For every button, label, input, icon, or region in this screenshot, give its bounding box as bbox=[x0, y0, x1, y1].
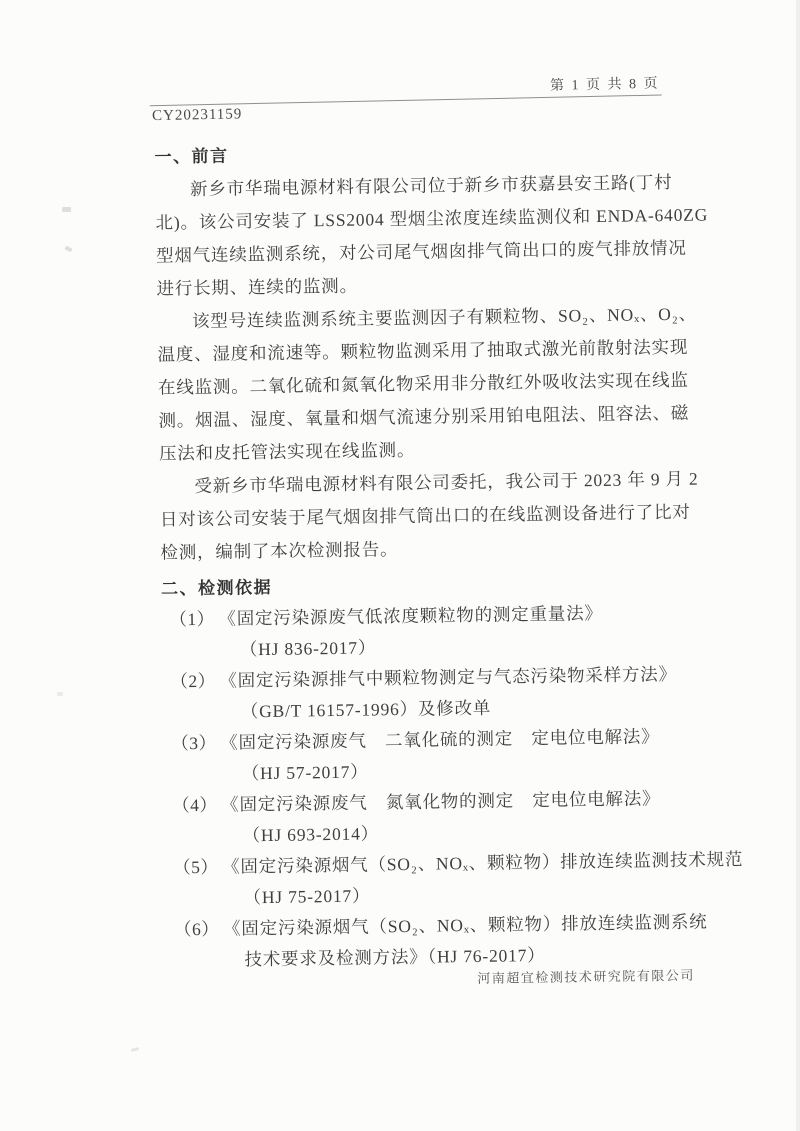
reference-number: （5） bbox=[172, 856, 219, 878]
paragraph-line: 型烟气连续监测系统，对公司尾气烟囱排气筒出口的废气排放情况 bbox=[155, 237, 687, 266]
reference-item bbox=[165, 845, 744, 914]
reference-number: （1） bbox=[169, 608, 215, 630]
paragraph bbox=[155, 166, 709, 305]
section-title-basis: 二、检测依据 bbox=[160, 577, 273, 599]
reference-code: （HJ 57-2017） bbox=[241, 761, 369, 784]
reference-item bbox=[163, 721, 664, 790]
paragraph-line: 新乡市华瑞电源材料有限公司位于新乡市获嘉县安王路(丁村 bbox=[189, 171, 673, 200]
reference-code: （HJ 836-2017） bbox=[239, 637, 377, 660]
reference-title: 《固定污染源烟气（SO₂、NOₓ、颗粒物）排放连续监测技术规范 bbox=[221, 848, 744, 877]
paragraph-line: 受新乡市华瑞电源材料有限公司委托，我公司于 2023 年 9 月 2 bbox=[194, 468, 699, 497]
paragraph-line: 日对该公司安装于尾气烟囱排气筒出口的在线监测设备进行了比对 bbox=[159, 501, 691, 530]
reference-item bbox=[164, 783, 665, 852]
report-number: CY20231159 bbox=[151, 106, 243, 125]
lab-company-name: 河南超宜检测技术研究院有限公司 bbox=[477, 967, 695, 986]
page-header bbox=[149, 71, 662, 126]
paragraph-line: 在线监测。二氧化硫和氮氧化物采用非分散红外吸收法实现在线监 bbox=[157, 369, 689, 398]
reference-number: （6） bbox=[173, 918, 220, 940]
paragraph-line: 北)。该公司安装了 LSS2004 型烟尘浓度连续监测仪和 ENDA-640ZG bbox=[155, 204, 709, 233]
paragraph-line: 测。烟温、湿度、氧量和烟气流速分别采用铂电阻法、阻容法、磁 bbox=[158, 402, 690, 431]
paragraph-line: 压法和皮托管法实现在线监测。 bbox=[158, 439, 416, 464]
reference-item bbox=[162, 659, 677, 728]
reference-number: （4） bbox=[172, 794, 218, 816]
reference-code: （HJ 75-2017） bbox=[243, 885, 371, 908]
page-number: 第 1 页 共 8 页 bbox=[549, 76, 660, 94]
reference-item bbox=[161, 597, 662, 666]
reference-title: 《固定污染源废气 氮氧化物的测定 定电位电解法》 bbox=[221, 788, 661, 815]
header-rule bbox=[150, 95, 662, 107]
reference-title: 《固定污染源废气 二氧化硫的测定 定电位电解法》 bbox=[220, 726, 660, 753]
reference-code: （HJ 693-2014） bbox=[242, 823, 380, 846]
paragraph-line: 进行长期、连续的监测。 bbox=[156, 275, 358, 299]
paragraph bbox=[157, 298, 697, 470]
reference-code: （GB/T 16157-1996）及修改单 bbox=[240, 697, 492, 722]
section-title-foreword: 一、前言 bbox=[154, 146, 229, 167]
document-body bbox=[154, 134, 744, 976]
reference-list bbox=[161, 597, 744, 976]
reference-title: 《固定污染源烟气（SO₂、NOₓ、颗粒物）排放连续监测系统 bbox=[222, 911, 708, 939]
reference-title: 《固定污染源排气中颗粒物测定与气态污染物采样方法》 bbox=[219, 663, 677, 691]
paragraph-line: 温度、湿度和流速等。颗粒物监测采用了抽取式激光前散射法实现 bbox=[157, 336, 689, 365]
paragraph-line: 该型号连续监测系统主要监测因子有颗粒物、SO₂、NOₓ、O₂、 bbox=[191, 303, 697, 332]
reference-number: （3） bbox=[171, 732, 217, 754]
reference-number: （2） bbox=[170, 670, 216, 692]
reference-title: 《固定污染源废气低浓度颗粒物的测定重量法》 bbox=[218, 603, 603, 629]
reference-code: 技术要求及检测方法》（HJ 76-2017） bbox=[244, 944, 546, 970]
paragraph-line: 检测，编制了本次检测报告。 bbox=[160, 539, 399, 563]
paragraph bbox=[159, 463, 699, 569]
